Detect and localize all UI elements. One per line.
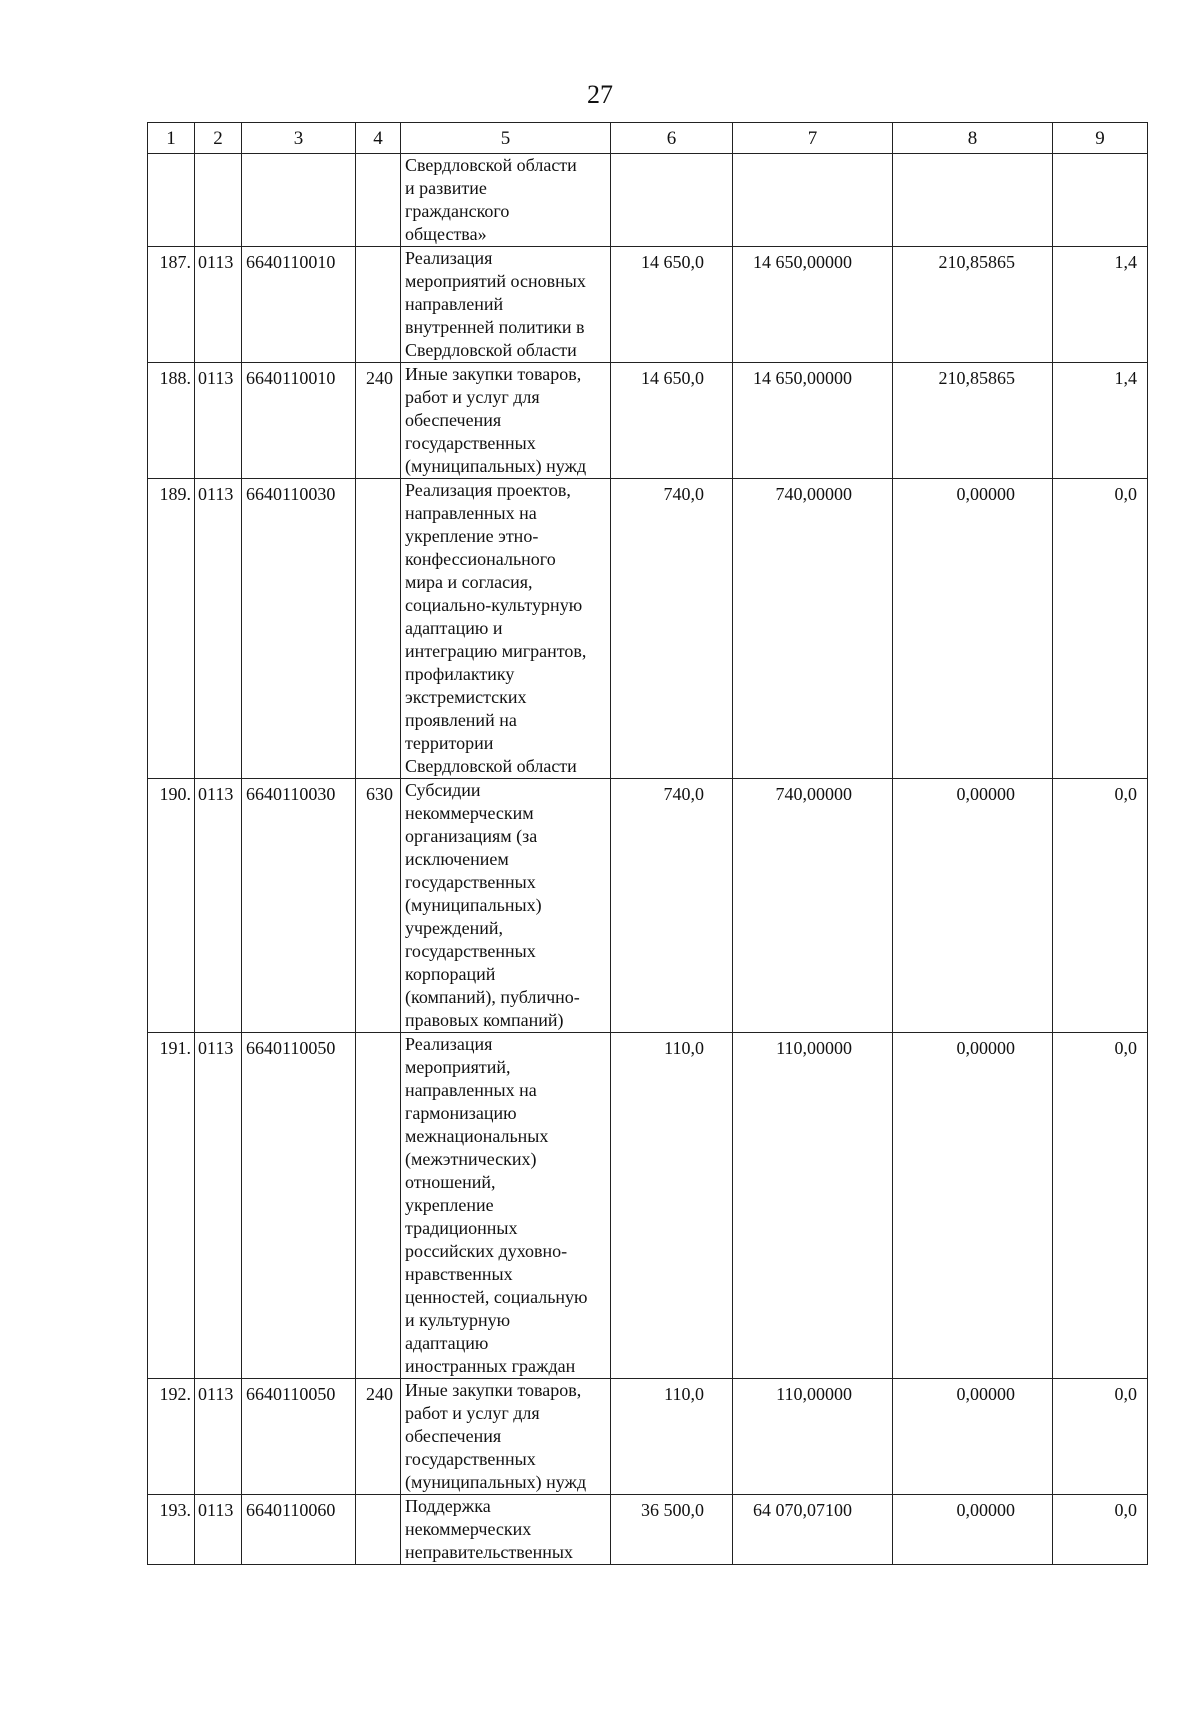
target-article-code: 6640110010	[242, 247, 356, 363]
value-column-7: 740,00000	[733, 779, 893, 1033]
item-name-line: и культурную	[405, 1310, 511, 1330]
target-article-code: 6640110030	[242, 779, 356, 1033]
item-name	[401, 247, 611, 363]
value-column-6	[611, 154, 733, 247]
expense-type-code	[356, 1495, 401, 1565]
row-number: 187.	[148, 247, 195, 363]
item-name-line: гармонизацию	[405, 1103, 517, 1123]
value-column-6: 110,0	[611, 1033, 733, 1379]
section-code	[195, 154, 242, 247]
section-code: 0113	[195, 363, 242, 479]
value-column-8: 210,85865	[893, 247, 1053, 363]
item-name-line: Иные закупки товаров,	[405, 364, 582, 384]
item-name-line: направленных на	[405, 503, 537, 523]
target-article-code: 6640110060	[242, 1495, 356, 1565]
row-number: 189.	[148, 479, 195, 779]
item-name	[401, 1495, 611, 1565]
expense-type-code	[356, 479, 401, 779]
item-name-line: внутренней политики в	[405, 317, 585, 337]
column-header: 2	[195, 123, 242, 154]
item-name-line: традиционных	[405, 1218, 518, 1238]
item-name-line: мира и согласия,	[405, 572, 533, 592]
item-name-line: интеграцию мигрантов,	[405, 641, 587, 661]
expense-type-code	[356, 154, 401, 247]
item-name-line: некоммерческим	[405, 803, 534, 823]
value-column-9: 0,0	[1053, 779, 1148, 1033]
row-number: 192.	[148, 1379, 195, 1495]
value-column-8: 0,00000	[893, 779, 1053, 1033]
expense-type-code	[356, 1033, 401, 1379]
value-column-6: 14 650,0	[611, 363, 733, 479]
item-name-line: государственных	[405, 872, 536, 892]
item-name-line: (муниципальных) нужд	[405, 456, 587, 476]
item-name-line: профилактику	[405, 664, 515, 684]
item-name-line: некоммерческих	[405, 1519, 532, 1539]
column-header: 7	[733, 123, 893, 154]
table-row	[148, 1033, 1148, 1379]
value-column-6: 740,0	[611, 779, 733, 1033]
section-code: 0113	[195, 1033, 242, 1379]
item-name-line: работ и услуг для	[405, 387, 540, 407]
item-name	[401, 1033, 611, 1379]
item-name-line: территории	[405, 733, 494, 753]
column-header: 1	[148, 123, 195, 154]
expense-type-code: 240	[356, 1379, 401, 1495]
section-code: 0113	[195, 779, 242, 1033]
item-name-line: организациям (за	[405, 826, 538, 846]
value-column-7: 14 650,00000	[733, 363, 893, 479]
table-row	[148, 363, 1148, 479]
item-name-line: (муниципальных) нужд	[405, 1472, 587, 1492]
item-name-line: укрепление этно-	[405, 526, 539, 546]
value-column-8: 0,00000	[893, 1495, 1053, 1565]
item-name-line: (межэтнических)	[405, 1149, 537, 1169]
table-row	[148, 479, 1148, 779]
column-header: 5	[401, 123, 611, 154]
item-name-line: исключением	[405, 849, 509, 869]
item-name-line: адаптацию	[405, 1333, 489, 1353]
value-column-9: 0,0	[1053, 1495, 1148, 1565]
section-code: 0113	[195, 247, 242, 363]
item-name-line: Свердловской области	[405, 756, 577, 776]
item-name-line: учреждений,	[405, 918, 504, 938]
item-name	[401, 1379, 611, 1495]
target-article-code	[242, 154, 356, 247]
value-column-6: 110,0	[611, 1379, 733, 1495]
value-column-7: 740,00000	[733, 479, 893, 779]
value-column-8: 0,00000	[893, 1033, 1053, 1379]
value-column-8: 0,00000	[893, 479, 1053, 779]
item-name-line: Реализация	[405, 248, 493, 268]
target-article-code: 6640110010	[242, 363, 356, 479]
item-name-line: иностранных граждан	[405, 1356, 576, 1376]
column-header: 9	[1053, 123, 1148, 154]
value-column-7: 110,00000	[733, 1379, 893, 1495]
value-column-9: 0,0	[1053, 479, 1148, 779]
item-name-line: неправительственных	[405, 1542, 574, 1562]
item-name	[401, 779, 611, 1033]
item-name-line: укрепление	[405, 1195, 494, 1215]
section-code: 0113	[195, 1495, 242, 1565]
row-number: 191.	[148, 1033, 195, 1379]
section-code: 0113	[195, 1379, 242, 1495]
item-name-line: Реализация проектов,	[405, 480, 571, 500]
value-column-6: 14 650,0	[611, 247, 733, 363]
expense-type-code	[356, 247, 401, 363]
item-name-line: (компаний), публично-	[405, 987, 580, 1007]
page-number: 27	[587, 80, 613, 109]
value-column-9: 1,4	[1053, 363, 1148, 479]
item-name-line: государственных	[405, 941, 536, 961]
item-name-line: межнациональных	[405, 1126, 549, 1146]
expense-type-code: 630	[356, 779, 401, 1033]
value-column-9	[1053, 154, 1148, 247]
value-column-9: 1,4	[1053, 247, 1148, 363]
value-column-7: 64 070,07100	[733, 1495, 893, 1565]
item-name-line: (муниципальных)	[405, 895, 542, 915]
item-name-line: мероприятий основных	[405, 271, 586, 291]
item-name-line: Свердловской области	[405, 155, 577, 175]
item-name-line: направленных на	[405, 1080, 537, 1100]
item-name-line: Реализация	[405, 1034, 493, 1054]
value-column-9: 0,0	[1053, 1033, 1148, 1379]
item-name-line: российских духовно-	[405, 1241, 568, 1261]
column-header: 4	[356, 123, 401, 154]
column-header: 8	[893, 123, 1053, 154]
item-name-line: Поддержка	[405, 1496, 491, 1516]
value-column-7	[733, 154, 893, 247]
item-name-line: мероприятий,	[405, 1057, 511, 1077]
item-name-line: обеспечения	[405, 1426, 502, 1446]
item-name	[401, 479, 611, 779]
row-number	[148, 154, 195, 247]
item-name-line: Иные закупки товаров,	[405, 1380, 582, 1400]
item-name-line: корпораций	[405, 964, 496, 984]
item-name-line: ценностей, социальную	[405, 1287, 588, 1307]
table-body	[148, 123, 1148, 1565]
value-column-9: 0,0	[1053, 1379, 1148, 1495]
item-name-line: социально-культурную	[405, 595, 583, 615]
item-name-line: отношений,	[405, 1172, 496, 1192]
item-name-line: направлений	[405, 294, 504, 314]
value-column-7: 110,00000	[733, 1033, 893, 1379]
item-name	[401, 363, 611, 479]
item-name-line: экстремистских	[405, 687, 527, 707]
item-name-line: гражданского	[405, 201, 510, 221]
expense-type-code: 240	[356, 363, 401, 479]
value-column-8: 0,00000	[893, 1379, 1053, 1495]
item-name-line: конфессионального	[405, 549, 556, 569]
column-header: 3	[242, 123, 356, 154]
item-name-line: Субсидии	[405, 780, 481, 800]
budget-table	[147, 122, 1148, 1565]
item-name-line: Свердловской области	[405, 340, 577, 360]
target-article-code: 6640110030	[242, 479, 356, 779]
value-column-7: 14 650,00000	[733, 247, 893, 363]
value-column-8: 210,85865	[893, 363, 1053, 479]
table-row	[148, 154, 1148, 247]
row-number: 193.	[148, 1495, 195, 1565]
header-row	[148, 123, 1148, 154]
target-article-code: 6640110050	[242, 1033, 356, 1379]
item-name-line: государственных	[405, 1449, 536, 1469]
item-name-line: обеспечения	[405, 410, 502, 430]
item-name-line: адаптацию и	[405, 618, 503, 638]
column-header: 6	[611, 123, 733, 154]
target-article-code: 6640110050	[242, 1379, 356, 1495]
item-name-line: и развитие	[405, 178, 487, 198]
item-name	[401, 154, 611, 247]
value-column-6: 740,0	[611, 479, 733, 779]
table-row	[148, 247, 1148, 363]
item-name-line: работ и услуг для	[405, 1403, 540, 1423]
value-column-8	[893, 154, 1053, 247]
table-row	[148, 1495, 1148, 1565]
table-row	[148, 1379, 1148, 1495]
section-code: 0113	[195, 479, 242, 779]
item-name-line: общества»	[405, 224, 487, 244]
value-column-6: 36 500,0	[611, 1495, 733, 1565]
item-name-line: нравственных	[405, 1264, 513, 1284]
item-name-line: проявлений на	[405, 710, 517, 730]
row-number: 190.	[148, 779, 195, 1033]
row-number: 188.	[148, 363, 195, 479]
item-name-line: правовых компаний)	[405, 1010, 564, 1030]
item-name-line: государственных	[405, 433, 536, 453]
table-row	[148, 779, 1148, 1033]
